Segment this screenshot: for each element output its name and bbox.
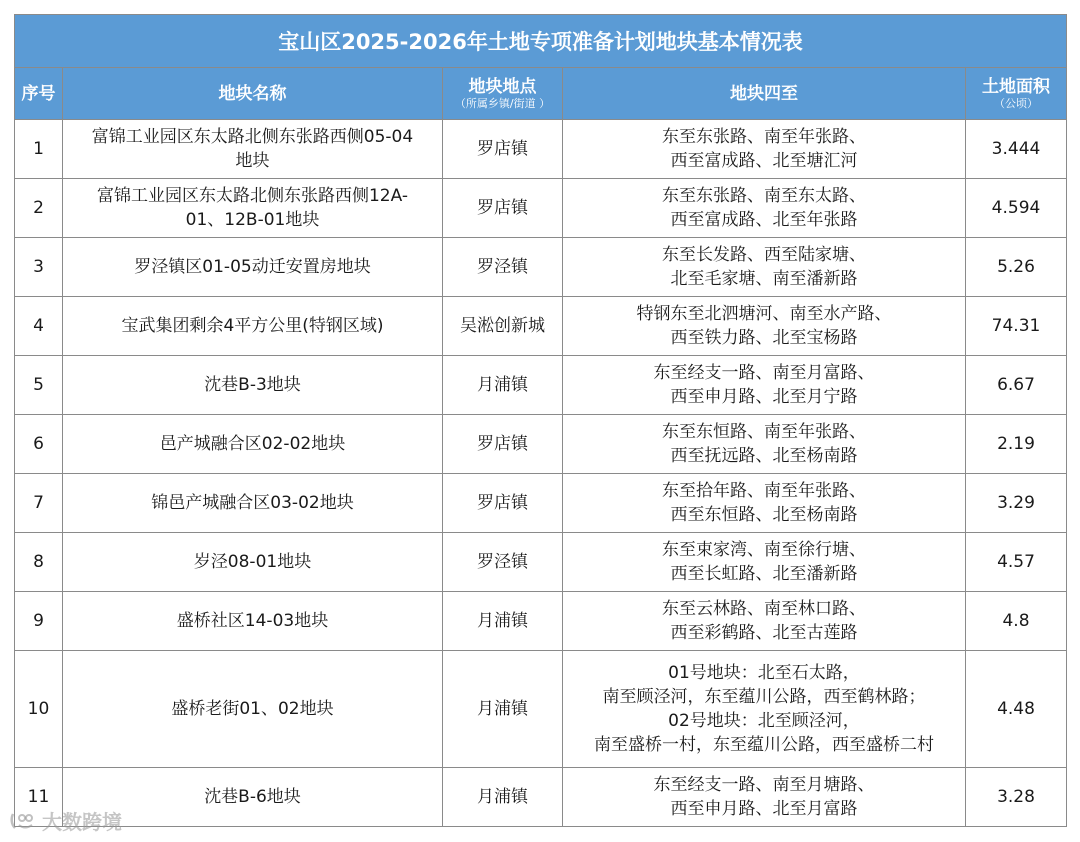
cell-bounds-line: 西至彩鹤路、北至古莲路 [670,623,858,643]
cell-no: 1 [15,120,63,179]
cell-location: 罗店镇 [443,474,563,533]
cell-bounds-line: 西至富成路、北至年张路 [670,210,858,230]
table-row [15,297,1067,356]
cell-bounds [563,120,966,179]
cell-name-line: 盛桥老街01、02地块 [171,699,334,719]
cell-location: 罗泾镇 [443,238,563,297]
cell-area: 4.594 [966,179,1067,238]
cell-bounds [563,238,966,297]
cell-location: 月浦镇 [443,592,563,651]
cell-name-line: 宝武集团剩余4平方公里(特钢区域) [121,316,384,336]
cell-name [63,533,443,592]
brand-logo-icon [10,810,36,832]
table-row [15,474,1067,533]
header-location [443,68,563,120]
cell-name-line: 盛桥社区14-03地块 [176,611,329,631]
table-title: 宝山区2025-2026年土地专项准备计划地块基本情况表 [15,15,1067,68]
cell-bounds [563,297,966,356]
cell-no: 10 [15,651,63,768]
cell-no: 8 [15,533,63,592]
cell-no: 7 [15,474,63,533]
cell-bounds-line: 01号地块：北至石太路， [668,663,860,683]
table-row [15,592,1067,651]
cell-bounds-line: 东至东张路、南至年张路、 [662,127,866,147]
cell-name-line: 富锦工业园区东太路北侧东张路西侧12A- [96,186,409,206]
cell-location: 月浦镇 [443,768,563,827]
cell-bounds-line: 西至东恒路、北至杨南路 [670,505,858,525]
cell-name-line: 锦邑产城融合区03-02地块 [151,493,354,513]
cell-bounds-line: 北至毛家塘、南至潘新路 [670,269,858,289]
table-row [15,533,1067,592]
cell-bounds [563,415,966,474]
table-row [15,120,1067,179]
header-location-sub: （所属乡镇/街道 ） [454,97,551,110]
cell-bounds-line: 西至申月路、北至月宁路 [670,387,858,407]
cell-location: 月浦镇 [443,651,563,768]
table-row [15,651,1067,768]
cell-name [63,120,443,179]
cell-name-line: 地块 [235,151,270,171]
cell-bounds-line: 西至抚远路、北至杨南路 [670,446,858,466]
cell-bounds-line: 特钢东至北泗塘河、南至水产路、 [636,304,892,324]
cell-no: 11 [15,768,63,827]
cell-area: 6.67 [966,356,1067,415]
cell-bounds-line: 西至申月路、北至月富路 [670,799,858,819]
cell-name [63,238,443,297]
watermark-text: 大数跨境 [42,810,122,834]
cell-location: 月浦镇 [443,356,563,415]
cell-name-line: 沈巷B-3地块 [204,375,301,395]
cell-name [63,474,443,533]
header-area-label: 土地面积 [982,77,1050,97]
watermark [10,806,122,835]
cell-no: 4 [15,297,63,356]
cell-no: 9 [15,592,63,651]
cell-name [63,651,443,768]
cell-name-line: 沈巷B-6地块 [204,787,301,807]
cell-bounds-line: 东至云林路、南至林口路、 [662,599,866,619]
cell-bounds-line: 西至富成路、北至塘汇河 [670,151,858,171]
cell-bounds [563,356,966,415]
cell-bounds-line: 东至经支一路、南至月塘路、 [653,775,875,795]
cell-bounds [563,651,966,768]
header-name: 地块名称 [63,68,443,120]
cell-no: 6 [15,415,63,474]
cell-name-line: 邑产城融合区02-02地块 [159,434,346,454]
cell-bounds-line: 东至束家湾、南至徐行塘、 [662,540,866,560]
cell-name [63,179,443,238]
cell-area: 3.444 [966,120,1067,179]
header-area-sub: （公顷） [994,97,1038,110]
table-row [15,415,1067,474]
cell-location: 罗店镇 [443,179,563,238]
cell-area: 5.26 [966,238,1067,297]
cell-location: 罗店镇 [443,120,563,179]
cell-name [63,297,443,356]
cell-bounds-line: 东至拾年路、南至年张路、 [662,481,866,501]
table-row [15,768,1067,827]
cell-area: 3.28 [966,768,1067,827]
table-row [15,179,1067,238]
cell-bounds-line: 南至顾泾河，东至蕴川公路，西至鹤林路； [602,687,926,707]
header-bounds: 地块四至 [563,68,966,120]
cell-bounds-line: 02号地块：北至顾泾河， [668,711,860,731]
cell-name [63,592,443,651]
header-no: 序号 [15,68,63,120]
cell-area: 3.29 [966,474,1067,533]
cell-bounds [563,533,966,592]
cell-bounds-line: 西至铁力路、北至宝杨路 [670,328,858,348]
table-row [15,238,1067,297]
cell-bounds [563,768,966,827]
cell-bounds-line: 东至经支一路、南至月富路、 [653,363,875,383]
cell-bounds-line: 东至东恒路、南至年张路、 [662,422,866,442]
cell-area: 74.31 [966,297,1067,356]
cell-area: 2.19 [966,415,1067,474]
cell-name-line: 岁泾08-01地块 [193,552,312,572]
land-plan-table [14,14,1067,827]
cell-name-line: 富锦工业园区东太路北侧东张路西侧05-04 [91,127,414,147]
cell-area: 4.48 [966,651,1067,768]
cell-bounds-line: 西至长虹路、北至潘新路 [670,564,858,584]
cell-bounds-line: 南至盛桥一村，东至蕴川公路，西至盛桥二村 [594,735,934,755]
cell-no: 2 [15,179,63,238]
cell-area: 4.8 [966,592,1067,651]
header-location-label: 地块地点 [468,77,537,97]
cell-name [63,415,443,474]
cell-bounds-line: 东至东张路、南至东太路、 [662,186,866,206]
cell-bounds-line: 东至长发路、西至陆家塘、 [662,245,866,265]
cell-location: 罗店镇 [443,415,563,474]
table-body [15,120,1067,827]
land-plan-table-sheet [14,14,1066,827]
cell-area: 4.57 [966,533,1067,592]
header-row [15,68,1067,120]
cell-name-line: 01、12B-01地块 [185,210,320,230]
table-row [15,356,1067,415]
cell-no: 5 [15,356,63,415]
cell-bounds [563,592,966,651]
cell-location: 罗泾镇 [443,533,563,592]
cell-location: 吴淞创新城 [443,297,563,356]
cell-bounds [563,474,966,533]
cell-no: 3 [15,238,63,297]
cell-name [63,356,443,415]
header-area [966,68,1067,120]
cell-name-line: 罗泾镇区01-05动迁安置房地块 [134,257,371,277]
cell-bounds [563,179,966,238]
